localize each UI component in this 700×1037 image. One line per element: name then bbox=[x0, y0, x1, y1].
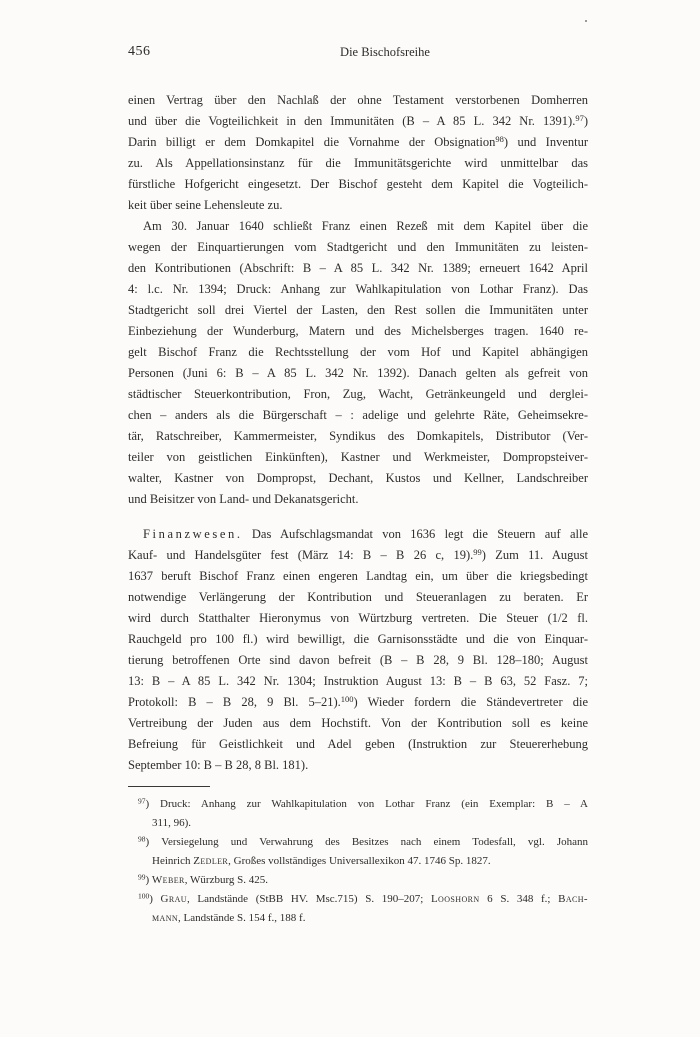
footnote-item bbox=[128, 795, 588, 833]
footnote-marker: 97 bbox=[138, 796, 146, 806]
text-line: den Kontributionen (Abschrift: B – A 85 L. 342 Nr. 1389; erneuert 1642 April bbox=[128, 261, 588, 275]
footnote-item bbox=[128, 833, 588, 871]
footnote-line: mann, Landstände S. 154 f., 188 f. bbox=[152, 912, 306, 924]
text-line: Einbeziehung der Wunderburg, Matern und des Michelsberges tragen. 1640 re- bbox=[128, 324, 588, 338]
small-caps-name: Bach- bbox=[558, 893, 588, 905]
paragraph bbox=[128, 524, 588, 776]
text-line: Befreiung für Geistlichkeit und Adel geben (Instruktion zur Steuererhebung bbox=[128, 737, 588, 751]
text-line: September 10: B – B 28, 8 Bl. 181). bbox=[128, 758, 309, 772]
text-line: walter, Kastner von Dompropst, Dechant, Kustos und Kellner, Landschreiber bbox=[128, 471, 588, 485]
text-line: Protokoll: B – B 28, 9 Bl. 5–21).$^{100}$) Wieder fordern die Ständevertreter die bbox=[128, 694, 588, 709]
footnote-section bbox=[128, 786, 588, 928]
page-number: 456 bbox=[128, 44, 151, 59]
text-line: und Beisitzer von Land- und Dekanatsgericht. bbox=[128, 492, 359, 506]
text-line: tär, Ratschreiber, Kammermeister, Syndikus des Domkapitels, Distributor (Ver- bbox=[128, 429, 588, 443]
footnote-reference: 100 bbox=[340, 694, 354, 705]
footnote-reference: 99 bbox=[473, 547, 482, 558]
text-line: 1637 beruft Bischof Franz einen engeren Landtag ein, um über die kriegsbedingt bbox=[128, 569, 588, 583]
footnote-line: $^{98}$) Versiegelung und Verwahrung des Besitzes nach einem Todesfall, vgl. Johann bbox=[138, 834, 588, 848]
text-line: Am 30. Januar 1640 schließt Franz einen Rezeß mit dem Kapitel über die bbox=[143, 219, 588, 233]
text-line: notwendige Verlängerung der Kontribution und Steueranlagen zu beraten. Er bbox=[128, 590, 588, 604]
small-caps-name: Weber bbox=[151, 874, 185, 886]
footnote-line: $^{99}$) Weber, Würzburg S. 425. bbox=[138, 872, 269, 886]
text-line: gelt Bischof Franz die Rechtsstellung der vom Hof und Kapitel abhängigen bbox=[128, 345, 588, 359]
text-line: wird durch Statthalter Hieronymus von Würtzburg vertreten. Die Steuer (1/2 fl. bbox=[128, 611, 588, 625]
text-line: tierung betroffenen Orte sind davon befreit (B – B 28, 9 Bl. 128–180; August bbox=[128, 653, 588, 667]
text-line: Vertreibung der Juden aus dem Hochstift. Von der Kontribution soll es keine bbox=[128, 716, 588, 730]
paragraph bbox=[128, 216, 588, 510]
text-line: einen Vertrag über den Nachlaß der ohne Testament verstorbenen Domherren bbox=[128, 93, 588, 107]
running-title: Die Bischofsreihe bbox=[340, 45, 430, 59]
text-line: wegen der Einquartierungen vom Stadtgericht und den Immunitäten zu leisten- bbox=[128, 240, 588, 254]
small-caps-name: mann bbox=[152, 912, 179, 924]
text-line: zu. Als Appellationsinstanz für die Immunitätsgerichte wird unmittelbar das bbox=[128, 156, 588, 170]
text-line: Stadtgericht soll drei Viertel der Lasten, den Rest sollen die Immunitäten unter bbox=[128, 303, 588, 317]
text-line: Kauf- und Handelsgüter fest (März 14: B – B 26 c, 19).$^{99}$) Zum 11. August bbox=[128, 547, 588, 562]
paragraph bbox=[128, 90, 588, 216]
text-line: keit über seine Lehensleute zu. bbox=[128, 198, 283, 212]
footnote-line: $^{100}$) Grau, Landstände (StBB HV. Msc.715) S. 190–207; Looshorn 6 S. 348 f.; Bach- bbox=[138, 891, 588, 905]
text-line: fürstliche Hofgericht eingesetzt. Der Bischof gesteht dem Kapitel die Vogteilich- bbox=[128, 177, 588, 191]
footnote-line: 311, 96). bbox=[152, 817, 192, 829]
footnote-marker: 99 bbox=[138, 872, 146, 882]
text-line: chen – anders als die Bürgerschaft – : adelige und gelehrte Räte, Geheimsekre- bbox=[128, 408, 588, 422]
letterspaced-heading: Finanzwesen. bbox=[143, 527, 243, 541]
text-line: teiler von geistlichen Einkünften), Kastner und Werkmeister, Dompropsteiver- bbox=[128, 450, 588, 464]
text-line: Darin billigt er dem Domkapitel die Vornahme der Obsignation$^{98}$) und Inventur bbox=[128, 134, 588, 149]
footnote-marker: 100 bbox=[138, 891, 150, 901]
footnote-item bbox=[128, 871, 588, 890]
text-line: und über die Vogteilichkeit in den Immunitäten (B – A 85 L. 342 Nr. 1391).$^{97}$) bbox=[128, 113, 588, 128]
text-line: Rauchgeld pro 100 fl.) wird bewilligt, die Garnisonsstädte und die von Einquar- bbox=[128, 632, 588, 646]
text-line: Finanzwesen. Das Aufschlagsmandat von 1636 legt die Steuern auf alle bbox=[143, 527, 588, 541]
footnote-rule bbox=[128, 786, 210, 787]
footnote-line: Heinrich Zedler, Großes vollständiges Universallexikon 47. 1746 Sp. 1827. bbox=[152, 855, 491, 867]
body-text bbox=[128, 90, 588, 776]
footnote-list bbox=[128, 795, 588, 928]
footnote-item bbox=[128, 890, 588, 928]
small-caps-name: Zedler bbox=[193, 855, 229, 867]
footnote-reference: 98 bbox=[495, 134, 504, 145]
text-line: 4: l.c. Nr. 1394; Druck: Anhang zur Wahlkapitulation von Lothar Franz). Das bbox=[128, 282, 588, 296]
text-line: Personen (Juni 6: B – A 85 L. 342 Nr. 1392). Danach gelten als gefreit von bbox=[128, 366, 588, 380]
running-header bbox=[128, 44, 588, 62]
small-caps-name: Grau bbox=[160, 893, 187, 905]
footnote-reference: 97 bbox=[575, 113, 584, 124]
scan-speck bbox=[585, 20, 587, 22]
small-caps-name: Looshorn bbox=[430, 893, 480, 905]
text-line: 13: B – A 85 L. 342 Nr. 1304; Instruktion August 13: B – B 63, 52 Fasz. 7; bbox=[128, 674, 588, 688]
footnote-marker: 98 bbox=[138, 834, 146, 844]
footnote-line: $^{97}$) Druck: Anhang zur Wahlkapitulation von Lothar Franz (ein Exemplar: B – A bbox=[138, 796, 588, 810]
text-line: städtischer Steuerkontribution, Fron, Zug, Wacht, Getränkeungeld und derglei- bbox=[128, 387, 588, 401]
